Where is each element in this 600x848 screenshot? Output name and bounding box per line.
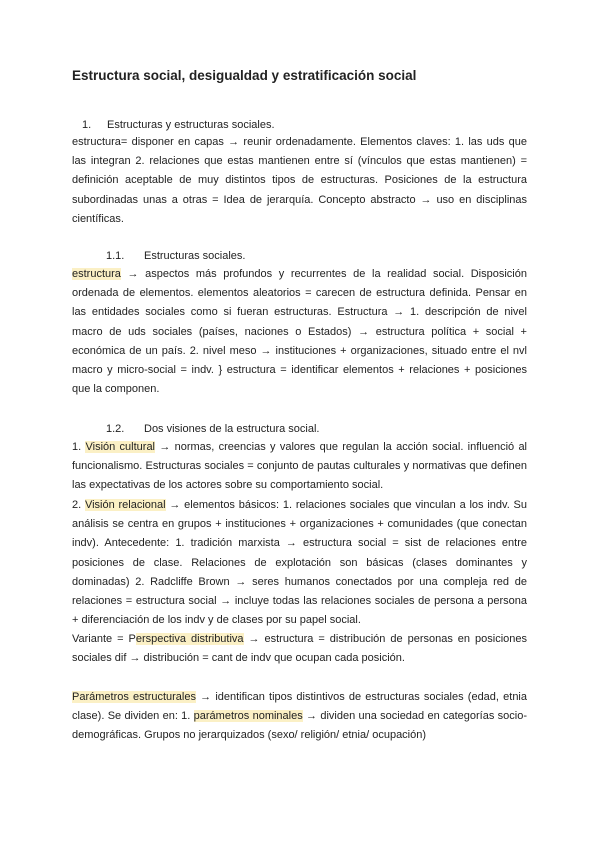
highlight: erspectiva distributiva [135,633,244,645]
highlight: Parámetros estructurales [72,691,196,703]
section-number: 1.2. [106,423,125,435]
section-heading-text: Estructuras y estructuras sociales. [107,119,275,131]
section-heading-1-1 [106,250,245,262]
paragraph-section-1-1: estructura → aspectos más profundos y recurrentes de la realidad social. Disposición ordenada de elementos. elementos aleatorios = carecen de estructura definida. Pensar en las entidades sociales como si fueran estructuras. Estructura → 1. descripción de nivel macro de uds sociales (países, naciones o Estados) → estructura política + social + económica de un país. 2. nivel meso → instituciones + organizaciones, situado entre el nvl macro y micro-social = indv. } estructura = identificar elementos + relaciones + posiciones que la componen. [72,268,527,396]
section-heading-1-2 [106,423,319,435]
section-heading-text: Estructuras sociales. [144,250,246,262]
paragraph-vision-cultural: 1. Visión cultural → normas, creencias y valores que regulan la acción social. influenció al funcionalismo. Estructuras sociales = conjunto de pautas culturales y normativas que definen las expectativas de los actores sobre su comportamiento social. [72,441,528,492]
page-title: Estructura social, desigualdad y estratificación social [72,68,417,83]
section-heading-1 [82,119,275,131]
paragraph-vision-relacional: 2. Visión relacional → elementos básicos: 1. relaciones sociales que vinculan a los indv. Su análisis se centra en grupos + instituciones + organizaciones + comunidades (que conectan indv). Antecedente: 1. tradición marxista → estructura social = sist de relaciones entre posiciones de clase. Relaciones de explotación son básicas (clases dominantes y dominadas) 2. Radcliffe Brown → seres humanos conectados por una compleja red de relaciones = estructura social → incluye todas las relaciones sociales de persona a persona + diferenciación de los indv y de clases por su papel social. [72,499,527,627]
paragraph-variante: Variante = Perspectiva distributiva → estructura = distribución de personas en posiciones sociales dif → distribución = cant de indv que ocupan cada posición. [72,633,527,665]
highlight: parámetros nominales [193,710,303,723]
highlight: Visión relacional [84,499,166,511]
highlight: Visión cultural [85,441,156,453]
section-number: 1.1. [106,250,125,262]
paragraph-section-1: estructura= disponer en capas → reunir ordenadamente. Elementos claves: 1. las uds que las integran 2. relaciones que estas mantienen entre sí (vínculos que estas mantienen) = definición aceptable de muy distintos tipos de estructuras. Posiciones de la estructura subordinadas unas a otras = Idea de jerarquía. Concepto abstracto → uso en disciplinas científicas. [72,136,527,225]
paragraph-parametros: Parámetros estructurales → identifican tipos distintivos de estructuras sociales (edad, etnia clase). Se dividen en: 1. parámetros nominales → dividen una sociedad en categorías socio-demográficas. Grupos no jerarquizados (sexo/ religión/ etnia/ ocupación) [72,691,527,742]
section-heading-text: Dos visiones de la estructura social. [144,423,320,435]
highlight: estructura [72,268,121,280]
section-number: 1. [82,119,92,131]
